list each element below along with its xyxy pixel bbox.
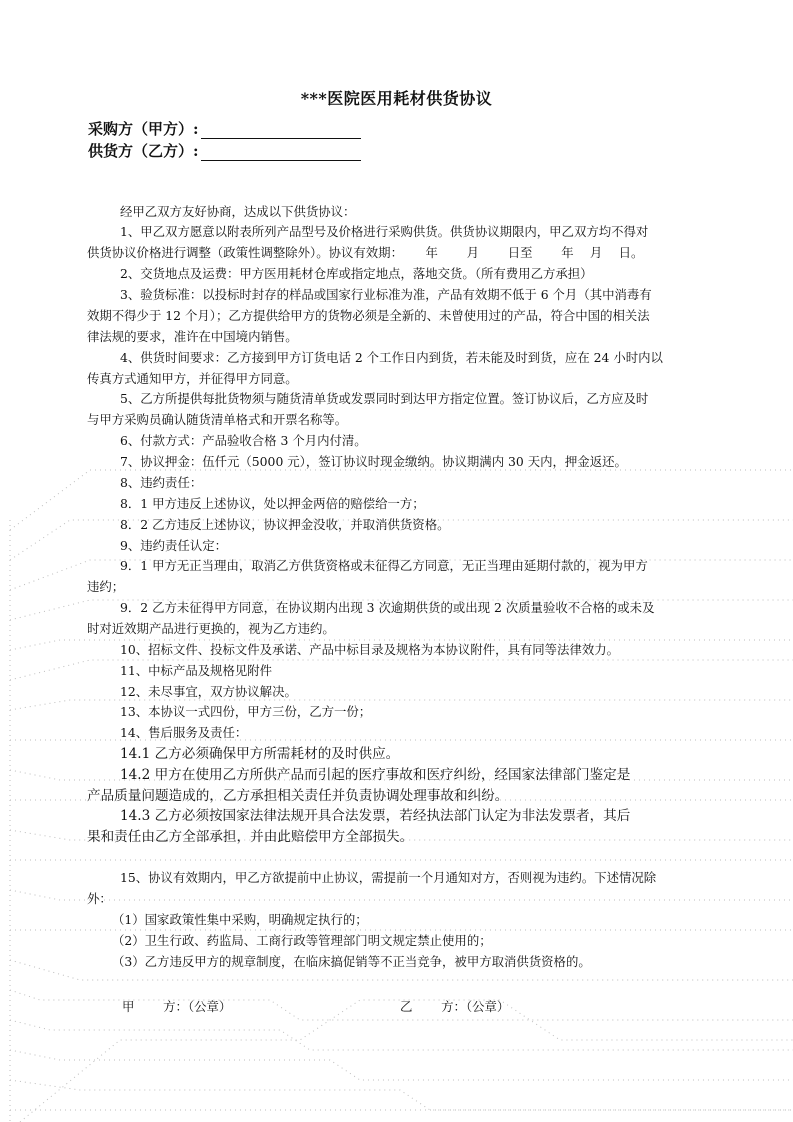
clause-line: 8、违约责任： xyxy=(120,475,203,490)
clause-line: 2、交货地点及运费：甲方医用耗材仓库或指定地点，落地交货。（所有费用乙方承担） xyxy=(120,266,593,281)
clause-line: 律法规的要求，准许在中国境内销售。 xyxy=(87,329,298,344)
clause-line: 11、中标产品及规格见附件 xyxy=(120,663,273,678)
seller-blank-line xyxy=(201,146,361,161)
clause-line: 8．2 乙方违反上述协议，协议押金没收，并取消供货资格。 xyxy=(120,517,450,532)
clause-line: 5、乙方所提供每批货物须与随货清单货或发票同时到达甲方指定位置。签订协议后，乙方应及时 xyxy=(120,391,649,406)
clause-line: 产品质量问题造成的，乙方承担相关责任并负责协调处理事故和纠纷。 xyxy=(87,788,509,804)
clause-line: （1）国家政策性集中采购，明确规定执行的； xyxy=(112,912,368,927)
clause-line: 9．2 乙方未征得甲方同意，在协议期内出现 3 次逾期供货的或出现 2 次质量验收不合格的或未及 xyxy=(120,600,655,615)
clause-line: 1、甲乙双方愿意以附表所列产品型号及价格进行采购供货。供货协议期限内，甲乙双方均不得对 xyxy=(120,224,649,239)
clause-line: 4、供货时间要求：乙方接到甲方订货电话 2 个工作日内到货，若未能及时到货，应在 24 小时内以 xyxy=(120,350,663,365)
clause-line: 10、招标文件、投标文件及承诺、产品中标目录及规格为本协议附件，具有同等法律效力。 xyxy=(120,642,620,657)
clause-line: 14、售后服务及责任： xyxy=(120,725,248,740)
page-title: ***医院医用耗材供货协议 xyxy=(300,89,493,108)
clause-line: 9．1 甲方无正当理由，取消乙方供货资格或未征得乙方同意，无正当理由延期付款的，视为甲方 xyxy=(120,558,648,573)
clause-line: 12、未尽事宜，双方协议解决。 xyxy=(120,684,297,699)
clause-line: 6、付款方式：产品验收合格 3 个月内付清。 xyxy=(120,433,367,448)
clause-line: 14.2 甲方在使用乙方所供产品而引起的医疗事故和医疗纠纷，经国家法律部门鉴定是 xyxy=(120,767,631,783)
clause-line: 3、验货标准：以投标时封存的样品或国家行业标准为准，产品有效期不低于 6 个月（其中消毒有 xyxy=(120,287,652,302)
clause-line: 9、违约责任认定： xyxy=(120,538,228,553)
clause-line: 14.1 乙方必须确保甲方所需耗材的及时供应。 xyxy=(120,746,400,762)
seller-label: 供货方（乙方）: xyxy=(88,142,199,160)
buyer-label: 采购方（甲方）: xyxy=(88,120,199,138)
clause-line: 13、本协议一式四份，甲方三份，乙方一份； xyxy=(120,704,372,719)
clause-line: （2）卫生行政、药监局、工商行政等管理部门明文规定禁止使用的； xyxy=(112,933,492,948)
clause-line: 违约； xyxy=(87,579,125,594)
clause-line: 传真方式通知甲方，并征得甲方同意。 xyxy=(87,371,298,386)
clause-line: 供货协议价格进行调整（政策性调整除外）。协议有效期： 年 月 日至 年 月 日。 xyxy=(87,245,644,260)
clause-line: 外： xyxy=(87,891,112,906)
clause-line: 果和责任由乙方全部承担，并由此赔偿甲方全部损失。 xyxy=(87,829,414,845)
buyer-field xyxy=(88,118,361,139)
clause-line: （3）乙方违反甲方的规章制度，在临床搞促销等不正当竞争，被甲方取消供货资格的。 xyxy=(112,954,591,969)
clause-line: 8．1 甲方违反上述协议，处以押金两倍的赔偿给一方； xyxy=(120,496,425,511)
clause-line: 7、协议押金：伍仟元（5000 元），签订协议时现金缴纳。协议期满内 30 天内，押金返还。 xyxy=(120,454,627,469)
clause-line: 与甲方采购员确认随货清单格式和开票名称等。 xyxy=(87,412,348,427)
clause-line: 15、协议有效期内，甲乙方欲提前中止协议，需提前一个月通知对方，否则视为违约。下述情况除 xyxy=(120,870,657,885)
buyer-blank-line xyxy=(201,124,361,139)
party-a-seal-line: 甲 方：（公章） xyxy=(122,999,232,1014)
clause-line: 效期不得少于 12 个月）；乙方提供给甲方的货物必须是全新的、未曾使用过的产品，符合中国的相关法 xyxy=(87,308,650,323)
seller-field xyxy=(88,140,361,161)
clause-line: 时对近效期产品进行更换的，视为乙方违约。 xyxy=(87,621,335,636)
intro-line: 经甲乙双方友好协商，达成以下供货协议： xyxy=(120,204,356,219)
clause-line: 14.3 乙方必须按国家法律法规开具合法发票，若经执法部门认定为非法发票者，其后 xyxy=(120,808,631,824)
party-b-seal-line: 乙 方：（公章） xyxy=(400,999,510,1014)
